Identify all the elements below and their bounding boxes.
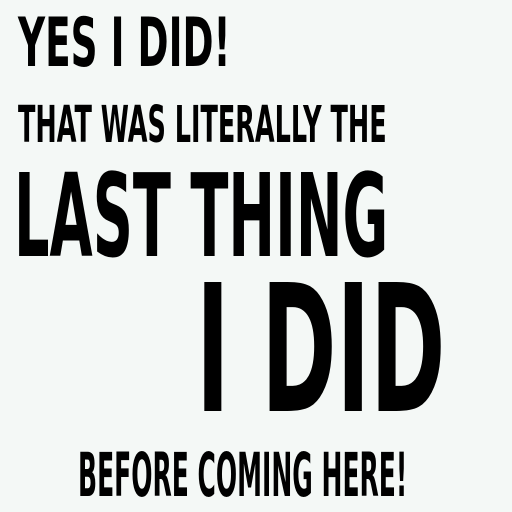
line-i-did: I DID [196,247,446,453]
line-yes-i-did: YES I DID! [18,4,231,83]
line-before-coming-here: BEFORE COMING HERE! [78,440,408,511]
line-that-was-literally-the: THAT WAS LITERALLY THE [18,96,387,155]
line-last-thing: LAST THING [14,150,389,284]
